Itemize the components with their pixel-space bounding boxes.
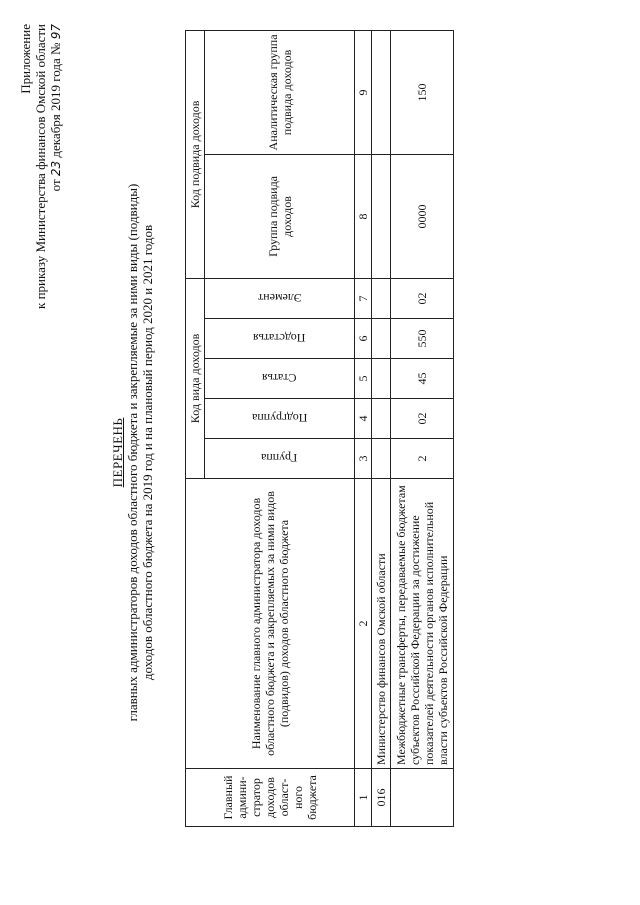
row-cell: 02: [391, 399, 454, 439]
row-admin-code: [391, 769, 454, 827]
appendix-date-middle: декабря 2019 года №: [48, 42, 63, 158]
column-number: 9: [355, 30, 372, 154]
table-row: [372, 30, 391, 826]
header-administrator: Главный админи-стратор доходов област-ного бюджета: [186, 769, 355, 827]
title-line-1: главных администраторов доходов областного бюджета и закрепляемые за ними виды (подвиды): [125, 183, 140, 722]
row-cell: [372, 30, 391, 154]
row-cell: 02: [391, 278, 454, 318]
header-name: Наименование главного администратора доходов областного бюджета и закрепляемых за ними видов (подвидов) доходов областного бюджета: [186, 479, 355, 769]
appendix-order-number: 97: [49, 24, 63, 40]
appendix-line-3: [48, 24, 64, 309]
header-subarticle-cell: [205, 319, 355, 359]
title-line-2: доходов областного бюджета на 2019 год и на плановый период 2020 и 2021 годов: [140, 224, 155, 681]
column-number: 5: [355, 359, 372, 399]
document-title: [110, 40, 155, 865]
appendix-note: [18, 24, 64, 309]
header-income-subtype: Код подвида доходов: [186, 30, 205, 278]
column-number-row: [355, 30, 372, 826]
row-name: Министерство финансов Омской области: [372, 479, 391, 769]
header-subarticle: Подстатья: [253, 331, 306, 346]
header-article: Статья: [262, 371, 297, 386]
row-cell: [372, 439, 391, 479]
header-group: Группа: [261, 451, 298, 466]
header-subgroup: Подгруппа: [251, 411, 308, 426]
row-cell: 45: [391, 359, 454, 399]
header-subtype-group: Группа подвида доходов: [205, 154, 355, 278]
row-cell: [372, 319, 391, 359]
header-element: Элемент: [257, 291, 302, 306]
appendix-line-1: Приложение: [18, 24, 33, 94]
row-name: Межбюджетные трансферты, передаваемые бюджетам субъектов Российской Федерации за достижение показателей деятельности органов исполнительной власти субъектов Российской Федерации: [391, 479, 454, 769]
row-cell: 2: [391, 439, 454, 479]
header-article-cell: [205, 359, 355, 399]
row-cell: [372, 154, 391, 278]
row-cell: 150: [391, 30, 454, 154]
row-admin-code: 016: [372, 769, 391, 827]
column-number: 6: [355, 319, 372, 359]
header-analytic-group: Аналитическая группа подвида доходов: [205, 30, 355, 154]
column-number: 1: [355, 769, 372, 827]
header-income-type: Код вида доходов: [186, 278, 205, 478]
column-number: 8: [355, 154, 372, 278]
title-heading: ПЕРЕЧЕНЬ: [110, 417, 125, 488]
revenue-table: [185, 30, 454, 827]
row-cell: [372, 278, 391, 318]
header-subgroup-cell: [205, 399, 355, 439]
column-number: 3: [355, 439, 372, 479]
column-number: 4: [355, 399, 372, 439]
header-group-cell: [205, 439, 355, 479]
row-cell: 0000: [391, 154, 454, 278]
column-number: 2: [355, 479, 372, 769]
appendix-date-prefix: от: [48, 179, 63, 192]
column-number: 7: [355, 278, 372, 318]
appendix-day: 23: [49, 160, 63, 177]
row-cell: [372, 359, 391, 399]
row-cell: 550: [391, 319, 454, 359]
header-element-cell: [205, 278, 355, 318]
appendix-line-2: к приказу Министерства финансов Омской области: [33, 24, 48, 309]
row-cell: [372, 399, 391, 439]
table-row: [391, 30, 454, 826]
header-row-1: [186, 30, 205, 826]
